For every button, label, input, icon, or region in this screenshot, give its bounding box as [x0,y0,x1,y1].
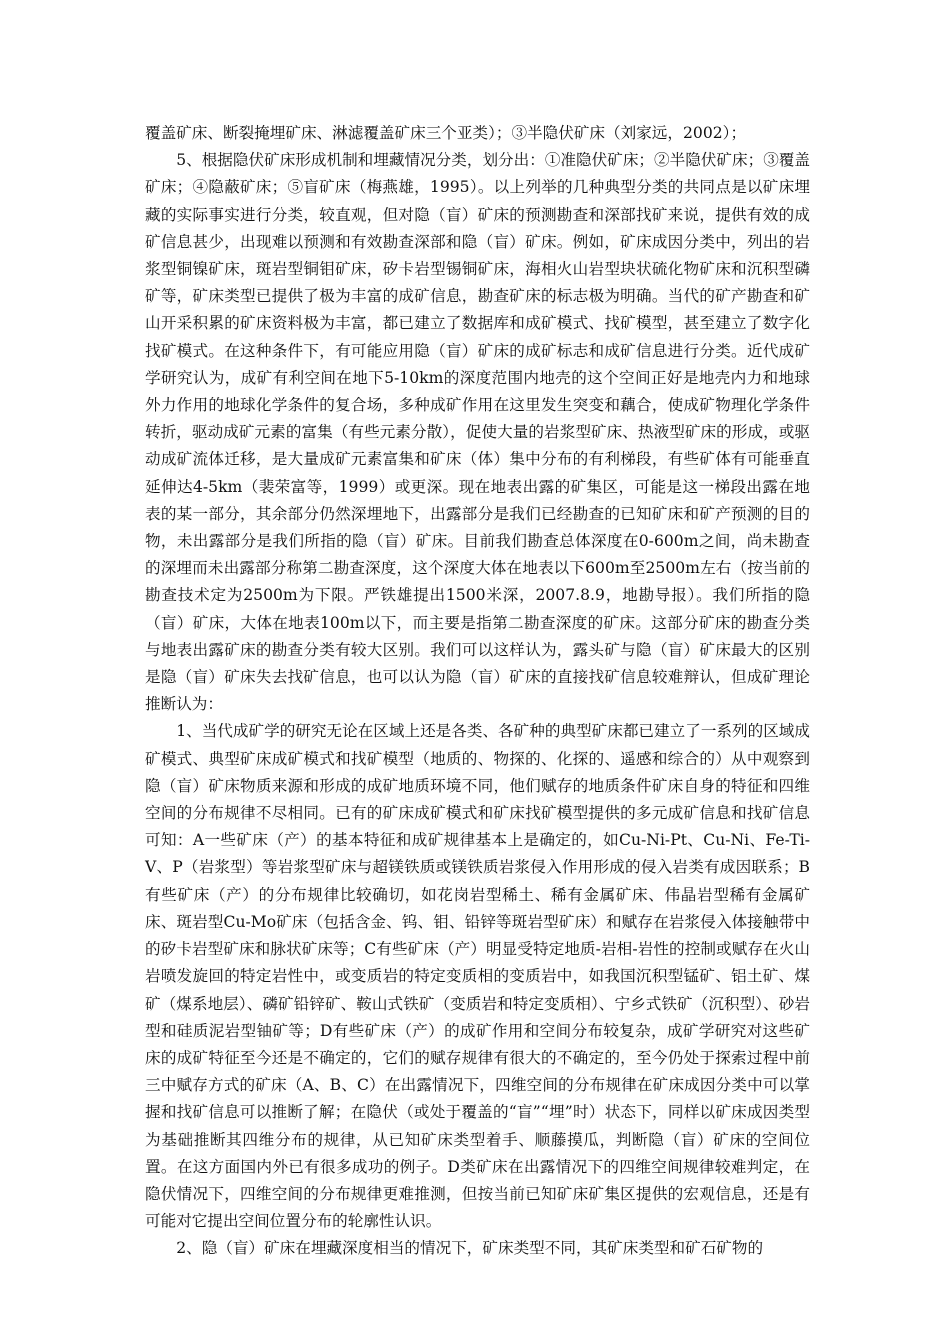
document-body [145,120,810,1263]
paragraph-3: 1、当代成矿学的研究无论在区域上还是各类、各矿种的典型矿床都已建立了一系列的区域成矿模式、典型矿床成矿模式和找矿模型（地质的、物探的、化探的、遥感和综合的）从中观察到隐（盲）矿床物质来源和形成的成矿地质环境不同，他们赋存的地质条件矿床自身的特征和四维空间的分布规律不尽相同。已有的矿床成矿模式和矿床找矿模型提供的多元成矿信息和找矿信息可知：A一些矿床（产）的基本特征和成矿规律基本上是确定的，如Cu-Ni-Pt、Cu-Ni、Fe-Ti-V、P（岩浆型）等岩浆型矿床与超镁铁质或镁铁质岩浆侵入作用形成的侵入岩类有成因联系；B有些矿床（产）的分布规律比较确切，如花岗岩型稀土、稀有金属矿床、伟晶岩型稀有金属矿床、斑岩型Cu-Mo矿床（包括含金、钨、钼、铅锌等斑岩型矿床）和赋存在岩浆侵入体接触带中的矽卡岩型矿床和脉状矿床等；C有些矿床（产）明显受特定地质-岩相-岩性的控制或赋存在火山岩喷发旋回的特定岩性中，或变质岩的特定变质相的变质岩中，如我国沉积型锰矿、铝土矿、煤矿（煤系地层）、磷矿铅锌矿、鞍山式铁矿（变质岩和特定变质相）、宁乡式铁矿（沉积型）、砂岩型和硅质泥岩型铀矿等；D有些矿床（产）的成矿作用和空间分布较复杂，成矿学研究对这些矿床的成矿特征至今还是不确定的，它们的赋存规律有很大的不确定的，至今仍处于探索过程中前三中赋存方式的矿床（A、B、C）在出露情况下，四维空间的分布规律在矿床成因分类中可以掌握和找矿信息可以推断了解；在隐伏（或处于覆盖的“盲”“埋”时）状态下，同样以矿床成因类型为基础推断其四维分布的规律，从已知矿床类型着手、顺藤摸瓜，判断隐（盲）矿床的空间位置。在这方面国内外已有很多成功的例子。D类矿床在出露情况下的四维空间规律较难判定，在隐伏情况下，四维空间的分布规律更难推测，但按当前已知矿床矿集区提供的宏观信息，还是有可能对它提出空间位置分布的轮廓性认识。 [145,722,810,1231]
paragraph-4: 2、隐（盲）矿床在埋藏深度相当的情况下，矿床类型不同，其矿床类型和矿石矿物的 [176,1239,764,1258]
paragraph-1: 覆盖矿床、断裂掩埋矿床、淋滤覆盖矿床三个亚类）；③半隐伏矿床（刘家远，2002）； [145,124,747,142]
paragraph-2: 5、根据隐伏矿床形成机制和埋藏情况分类，划分出：①准隐伏矿床；②半隐伏矿床；③覆盖矿床；④隐蔽矿床；⑤盲矿床（梅燕雄，1995）。以上列举的几种典型分类的共同点是以矿床埋藏的实际事实进行分类，较直观，但对隐（盲）矿床的预测勘查和深部找矿来说，提供有效的成矿信息甚少，出现难以预测和有效勘查深部和隐（盲）矿床。例如，矿床成因分类中，列出的岩浆型铜镍矿床，斑岩型铜钼矿床，矽卡岩型锡铜矿床，海相火山岩型块状硫化物矿床和沉积型磷矿等，矿床类型已提供了极为丰富的成矿信息，勘查矿床的标志极为明确。当代的矿产勘查和矿山开采积累的矿床资料极为丰富，都已建立了数据库和成矿模式、找矿模型，甚至建立了数字化找矿模式。在这种条件下，有可能应用隐（盲）矿床的成矿标志和成矿信息进行分类。近代成矿学研究认为，成矿有利空间在地下5-10km的深度范围内地壳的这个空间正好是地壳内力和地球外力作用的地球化学条件的复合场，多种成矿作用在这里发生突变和藕合，使成矿物理化学条件转折，驱动成矿元素的富集（有些元素分散），促使大量的岩浆型矿床、热液型矿床的形成，或驱动成矿流体迁移，是大量成矿元素富集和矿床（体）集中分布的有利梯段，有些矿体有可能垂直延伸达4-5km（裴荣富等，1999）或更深。现在地表出露的矿集区，可能是这一梯段出露在地表的某一部分，其余部分仍然深埋地下，出露部分是我们已经勘查的已知矿床和矿产预测的目的物，未出露部分是我们所指的隐（盲）矿床。目前我们勘查总体深度在0-600m之间，尚未勘查的深埋而未出露部分称第二勘查深度，这个深度大体在地表以下600m至2500m左右（按当前的勘查技术定为2500m为下限。严铁雄提出1500米深，2007.8.9，地勘导报）。我们所指的隐（盲）矿床，大体在地表100m以下，而主要是指第二勘查深度的矿床。这部分矿床的勘查分类与地表出露矿床的勘查分类有较大区别。我们可以这样认为，露头矿与隐（盲）矿床最大的区别是隐（盲）矿床失去找矿信息，也可以认为隐（盲）矿床的直接找矿信息较难辩认，但成矿理论推断认为： [145,151,810,714]
